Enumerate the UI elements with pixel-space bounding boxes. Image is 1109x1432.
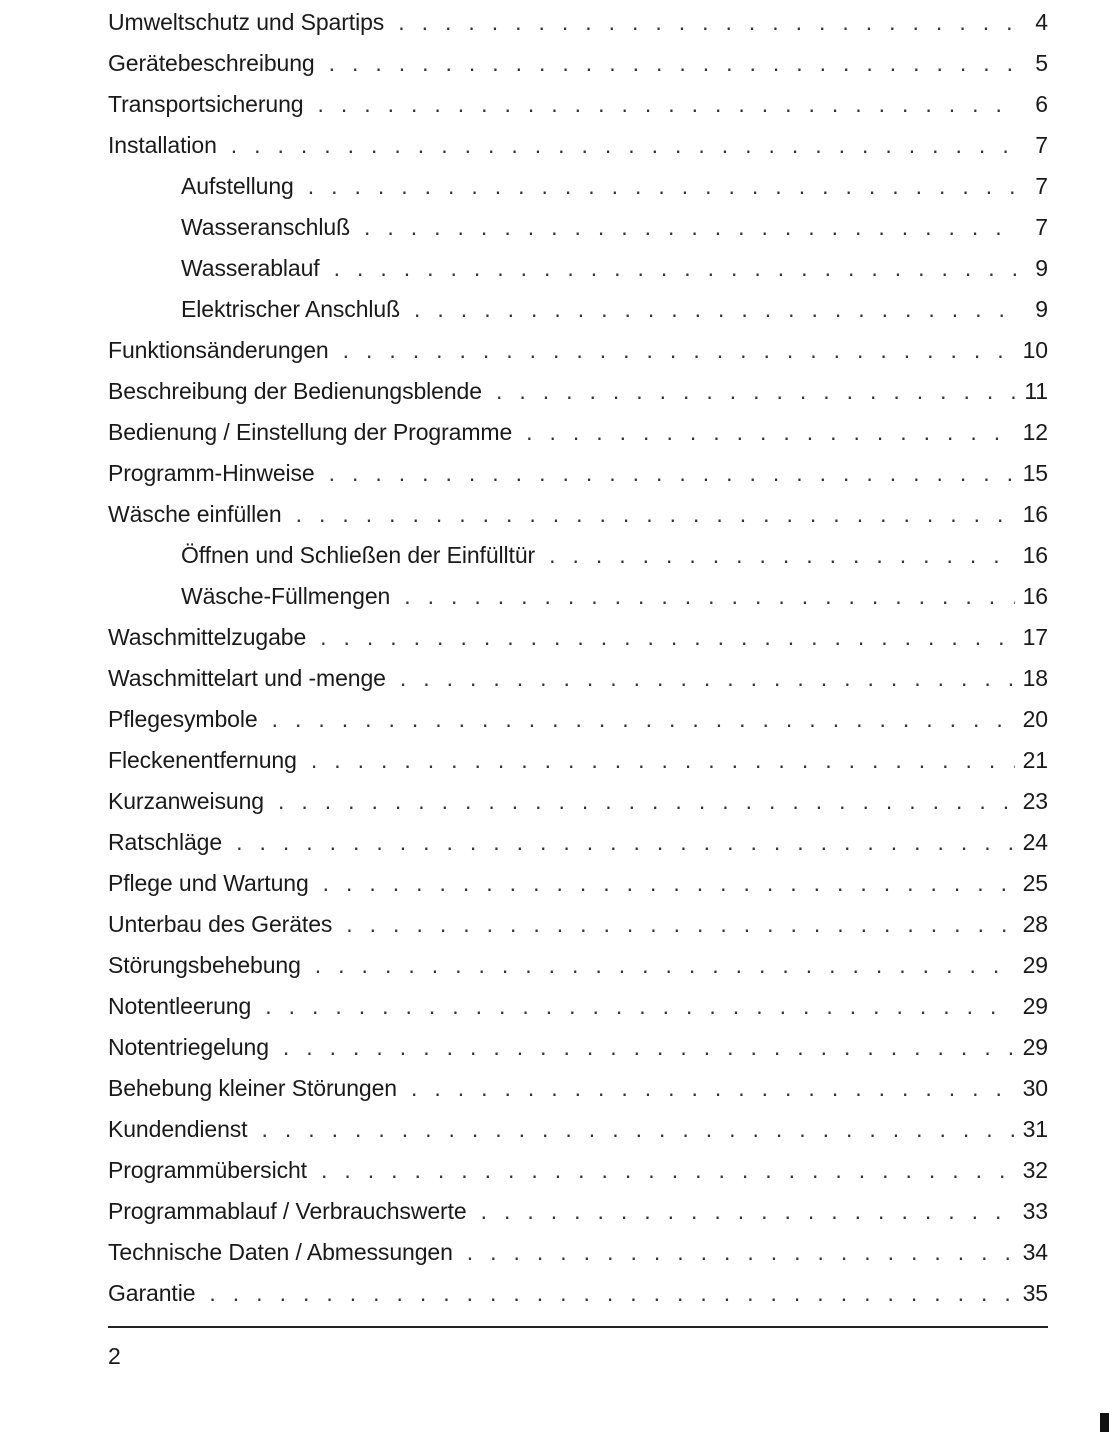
toc-entry bbox=[108, 822, 1048, 863]
toc-entry-page: 12 bbox=[1022, 419, 1048, 445]
toc-dot-leader bbox=[404, 576, 1014, 617]
toc-entry-title: Notentriegelung bbox=[108, 1034, 269, 1060]
toc-entry-page: 21 bbox=[1022, 747, 1048, 773]
toc-entry-page: 16 bbox=[1022, 501, 1048, 527]
toc-entry bbox=[108, 781, 1048, 822]
toc-entry-title: Öffnen und Schließen der Einfülltür bbox=[181, 542, 536, 568]
toc-entry-title: Beschreibung der Bedienungsblende bbox=[108, 378, 482, 404]
toc-entry bbox=[108, 699, 1048, 740]
toc-dot-leader bbox=[323, 863, 1015, 904]
toc-entry-title: Wäsche-Füllmengen bbox=[181, 583, 391, 609]
toc-entry-page: 5 bbox=[1035, 50, 1048, 76]
toc-entry bbox=[108, 904, 1048, 945]
toc-entry-title: Programm-Hinweise bbox=[108, 460, 315, 486]
toc-entry-title: Wasseranschluß bbox=[181, 214, 351, 240]
toc-dot-leader bbox=[231, 125, 1018, 166]
toc-entry-page: 32 bbox=[1022, 1157, 1048, 1183]
toc-entry-page: 35 bbox=[1022, 1280, 1048, 1306]
toc-dot-leader bbox=[496, 371, 1016, 412]
toc-entry bbox=[108, 1150, 1048, 1191]
toc-entry-title: Aufstellung bbox=[181, 173, 294, 199]
toc-entry-page: 7 bbox=[1035, 132, 1048, 158]
toc-entry bbox=[108, 371, 1048, 412]
toc-entry-title: Programmablauf / Verbrauchswerte bbox=[108, 1198, 467, 1224]
toc-dot-leader bbox=[398, 2, 1018, 43]
toc-entry bbox=[108, 576, 1048, 617]
toc-dot-leader bbox=[265, 986, 1014, 1027]
toc-entry-title: Installation bbox=[108, 132, 217, 158]
toc-entry bbox=[108, 289, 1048, 330]
toc-dot-leader bbox=[236, 822, 1015, 863]
toc-entry-page: 24 bbox=[1022, 829, 1048, 855]
toc-entry-page: 33 bbox=[1022, 1198, 1048, 1224]
toc-entry-page: 31 bbox=[1022, 1116, 1048, 1142]
toc-dot-leader bbox=[481, 1191, 1015, 1232]
toc-entry-title: Programmübersicht bbox=[108, 1157, 307, 1183]
toc-entry-page: 20 bbox=[1022, 706, 1048, 732]
toc-dot-leader bbox=[318, 84, 1019, 125]
toc-entry-title: Störungsbehebung bbox=[108, 952, 301, 978]
toc-entry bbox=[108, 494, 1048, 535]
toc-dot-leader bbox=[364, 207, 1018, 248]
toc-dot-leader bbox=[209, 1273, 1014, 1314]
table-of-contents bbox=[108, 2, 1048, 1314]
toc-dot-leader bbox=[411, 1068, 1015, 1109]
toc-dot-leader bbox=[343, 330, 1015, 371]
toc-entry bbox=[108, 1191, 1048, 1232]
toc-entry-title: Pflege und Wartung bbox=[108, 870, 309, 896]
toc-entry-page: 11 bbox=[1024, 378, 1048, 404]
toc-entry-title: Funktionsänderungen bbox=[108, 337, 329, 363]
toc-dot-leader bbox=[311, 740, 1015, 781]
toc-dot-leader bbox=[334, 248, 1018, 289]
toc-entry bbox=[108, 125, 1048, 166]
toc-entry bbox=[108, 535, 1048, 576]
toc-entry-title: Elektrischer Anschluß bbox=[181, 296, 401, 322]
toc-entry bbox=[108, 1232, 1048, 1273]
toc-entry-title: Notentleerung bbox=[108, 993, 252, 1019]
toc-dot-leader bbox=[272, 699, 1015, 740]
toc-entry-page: 7 bbox=[1035, 173, 1048, 199]
toc-entry-page: 34 bbox=[1022, 1239, 1048, 1265]
toc-entry-title: Wasserablauf bbox=[181, 255, 320, 281]
toc-entry bbox=[108, 166, 1048, 207]
toc-entry-title: Waschmittelzugabe bbox=[108, 624, 307, 650]
toc-entry-page: 18 bbox=[1022, 665, 1048, 691]
toc-dot-leader bbox=[400, 658, 1015, 699]
toc-entry-page: 10 bbox=[1022, 337, 1048, 363]
toc-entry-page: 16 bbox=[1022, 542, 1048, 568]
toc-entry-title: Umweltschutz und Spartips bbox=[108, 9, 385, 35]
toc-dot-leader bbox=[321, 1150, 1015, 1191]
toc-entry-page: 17 bbox=[1022, 624, 1048, 650]
toc-entry bbox=[108, 658, 1048, 699]
toc-dot-leader bbox=[320, 617, 1014, 658]
toc-entry-page: 16 bbox=[1022, 583, 1048, 609]
toc-entry-page: 29 bbox=[1022, 1034, 1048, 1060]
toc-entry-page: 9 bbox=[1035, 255, 1048, 281]
toc-entry-title: Waschmittelart und -menge bbox=[108, 665, 386, 691]
toc-dot-leader bbox=[261, 1109, 1014, 1150]
toc-dot-leader bbox=[296, 494, 1015, 535]
toc-entry bbox=[108, 1027, 1048, 1068]
toc-entry bbox=[108, 1109, 1048, 1150]
toc-entry-title: Behebung kleiner Störungen bbox=[108, 1075, 397, 1101]
toc-entry-page: 23 bbox=[1022, 788, 1048, 814]
toc-entry-title: Ratschläge bbox=[108, 829, 223, 855]
page-number: 2 bbox=[108, 1343, 121, 1369]
toc-dot-leader bbox=[346, 904, 1014, 945]
toc-entry-title: Unterbau des Gerätes bbox=[108, 911, 333, 937]
toc-dot-leader bbox=[526, 412, 1014, 453]
toc-entry bbox=[108, 945, 1048, 986]
toc-entry-title: Fleckenentfernung bbox=[108, 747, 297, 773]
toc-entry-page: 29 bbox=[1022, 952, 1048, 978]
toc-entry bbox=[108, 617, 1048, 658]
toc-entry bbox=[108, 1068, 1048, 1109]
toc-entry bbox=[108, 207, 1048, 248]
toc-entry-page: 15 bbox=[1022, 460, 1048, 486]
toc-entry-title: Garantie bbox=[108, 1280, 196, 1306]
toc-entry-page: 25 bbox=[1022, 870, 1048, 896]
toc-dot-leader bbox=[467, 1232, 1015, 1273]
toc-entry-page: 7 bbox=[1035, 214, 1048, 240]
toc-entry-title: Technische Daten / Abmessungen bbox=[108, 1239, 453, 1265]
toc-dot-leader bbox=[329, 43, 1018, 84]
toc-entry-page: 29 bbox=[1022, 993, 1048, 1019]
toc-dot-leader bbox=[414, 289, 1018, 330]
toc-entry-page: 4 bbox=[1035, 9, 1048, 35]
toc-entry bbox=[108, 740, 1048, 781]
scan-edge-mark bbox=[1100, 1413, 1109, 1432]
toc-entry bbox=[108, 2, 1048, 43]
toc-entry bbox=[108, 43, 1048, 84]
toc-entry bbox=[108, 986, 1048, 1027]
toc-entry-title: Gerätebeschreibung bbox=[108, 50, 315, 76]
toc-entry-title: Pflegesymbole bbox=[108, 706, 258, 732]
toc-entry bbox=[108, 412, 1048, 453]
toc-dot-leader bbox=[329, 453, 1015, 494]
toc-dot-leader bbox=[278, 781, 1015, 822]
toc-entry bbox=[108, 863, 1048, 904]
toc-entry-page: 6 bbox=[1035, 91, 1048, 117]
toc-entry bbox=[108, 84, 1048, 125]
toc-entry bbox=[108, 453, 1048, 494]
toc-entry-title: Wäsche einfüllen bbox=[108, 501, 282, 527]
toc-dot-leader bbox=[283, 1027, 1015, 1068]
toc-entry-title: Bedienung / Einstellung der Programme bbox=[108, 419, 513, 445]
toc-entry-page: 30 bbox=[1022, 1075, 1048, 1101]
toc-entry-title: Kurzanweisung bbox=[108, 788, 264, 814]
toc-entry-title: Kundendienst bbox=[108, 1116, 248, 1142]
toc-dot-leader bbox=[315, 945, 1015, 986]
toc-dot-leader bbox=[308, 166, 1018, 207]
toc-dot-leader bbox=[549, 535, 1015, 576]
toc-entry-page: 9 bbox=[1035, 296, 1048, 322]
toc-entry-page: 28 bbox=[1022, 911, 1048, 937]
toc-entry bbox=[108, 330, 1048, 371]
toc-entry-title: Transportsicherung bbox=[108, 91, 304, 117]
toc-entry bbox=[108, 1273, 1048, 1314]
footer-rule bbox=[108, 1326, 1048, 1328]
toc-entry bbox=[108, 248, 1048, 289]
